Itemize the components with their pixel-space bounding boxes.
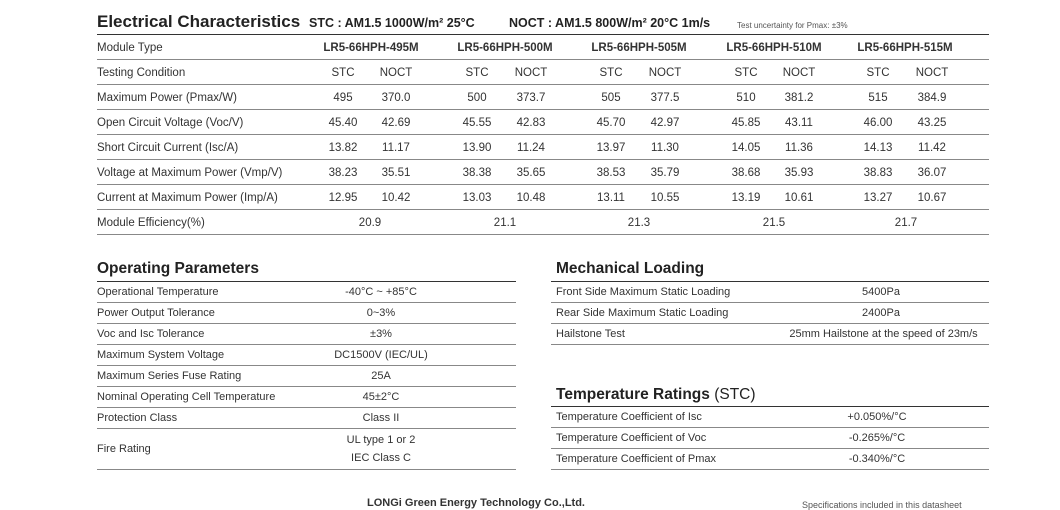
row-label: Maximum System Voltage xyxy=(97,349,225,361)
noct-header: NOCT xyxy=(915,67,949,79)
row-label: Temperature Coefficient of Pmax xyxy=(556,453,716,465)
value-cell: 45.85 xyxy=(731,117,761,129)
value-cell: 36.07 xyxy=(917,167,947,179)
row-label: Temperature Coefficient of Voc xyxy=(556,432,707,444)
fire-rating-row xyxy=(97,429,516,470)
row-value: 0~3% xyxy=(366,307,396,319)
efficiency-value: 21.1 xyxy=(493,217,517,229)
value-cell: 370.0 xyxy=(381,92,411,104)
value-cell: 12.95 xyxy=(328,192,358,204)
row-label: Power Output Tolerance xyxy=(97,307,215,319)
row-label: Temperature Coefficient of Isc xyxy=(556,411,702,423)
row-label: Hailstone Test xyxy=(556,328,625,340)
value-cell: 14.05 xyxy=(731,142,761,154)
module-type-row xyxy=(97,35,989,60)
operating-title: Operating Parameters xyxy=(97,260,259,277)
row-value: UL type 1 or 2 xyxy=(346,434,416,446)
row-label: Fire Rating xyxy=(97,443,151,455)
value-cell: 45.55 xyxy=(462,117,492,129)
value-cell: 10.55 xyxy=(650,192,680,204)
value-cell: 38.68 xyxy=(731,167,761,179)
value-cell: 43.11 xyxy=(785,117,813,129)
value-cell: 13.19 xyxy=(731,192,761,204)
mechanical-title: Mechanical Loading xyxy=(556,260,705,277)
row-value: ±3% xyxy=(370,328,392,340)
imp-row xyxy=(97,185,989,210)
max-power-row xyxy=(97,85,989,110)
row-label: Nominal Operating Cell Temperature xyxy=(97,391,276,403)
model-name: LR5-66HPH-515M xyxy=(857,42,953,54)
row-value: -0.340%/°C xyxy=(848,453,906,465)
stc-header: STC xyxy=(599,67,623,79)
model-name: LR5-66HPH-505M xyxy=(591,42,687,54)
vmp-row xyxy=(97,160,989,185)
row-label: Voc and Isc Tolerance xyxy=(97,328,205,340)
value-cell: 384.9 xyxy=(917,92,947,104)
row-label: Operational Temperature xyxy=(97,286,219,298)
value-cell: 377.5 xyxy=(650,92,680,104)
operating-row xyxy=(97,303,516,324)
temperature-row xyxy=(551,428,989,449)
value-cell: 11.17 xyxy=(382,142,410,154)
mechanical-row xyxy=(551,282,989,303)
value-cell: 13.97 xyxy=(596,142,626,154)
noct-header: NOCT xyxy=(648,67,682,79)
value-cell: 13.11 xyxy=(597,192,625,204)
value-cell: 515 xyxy=(868,92,888,104)
footer-note: Specifications included in this datasheet xyxy=(802,500,962,510)
value-cell: 46.00 xyxy=(863,117,893,129)
value-cell: 38.23 xyxy=(328,167,358,179)
operating-row xyxy=(97,345,516,366)
value-cell: 10.48 xyxy=(516,192,546,204)
row-value: 25mm Hailstone at the speed of 23m/s xyxy=(789,328,978,340)
value-cell: 45.40 xyxy=(328,117,358,129)
efficiency-value: 21.5 xyxy=(762,217,786,229)
value-cell: 373.7 xyxy=(516,92,546,104)
efficiency-label: Module Efficiency(%) xyxy=(97,217,205,229)
efficiency-value: 21.3 xyxy=(627,217,651,229)
value-cell: 13.03 xyxy=(462,192,492,204)
value-cell: 11.30 xyxy=(651,142,679,154)
uncertainty-note: Test uncertainty for Pmax: ±3% xyxy=(737,21,848,30)
row-label: Current at Maximum Power (Imp/A) xyxy=(97,192,278,204)
row-value: IEC Class C xyxy=(351,452,411,464)
row-value: -40°C ~ +85°C xyxy=(345,286,417,298)
value-cell: 381.2 xyxy=(784,92,814,104)
value-cell: 43.25 xyxy=(917,117,947,129)
value-cell: 13.27 xyxy=(863,192,893,204)
efficiency-row xyxy=(97,210,989,235)
value-cell: 42.83 xyxy=(516,117,546,129)
value-cell: 14.13 xyxy=(863,142,893,154)
value-cell: 42.97 xyxy=(650,117,680,129)
model-name: LR5-66HPH-495M xyxy=(323,42,419,54)
value-cell: 13.82 xyxy=(328,142,358,154)
row-label: Protection Class xyxy=(97,412,178,424)
row-label: Front Side Maximum Static Loading xyxy=(556,286,731,298)
value-cell: 35.93 xyxy=(784,167,814,179)
module-type-label: Module Type xyxy=(97,42,163,54)
stc-header: STC xyxy=(734,67,758,79)
value-cell: 42.69 xyxy=(381,117,411,129)
stc-condition: STC : AM1.5 1000W/m² 25°C xyxy=(309,16,475,30)
row-label: Open Circuit Voltage (Voc/V) xyxy=(97,117,244,129)
row-label: Voltage at Maximum Power (Vmp/V) xyxy=(97,167,283,179)
value-cell: 11.24 xyxy=(517,142,545,154)
value-cell: 38.38 xyxy=(462,167,492,179)
value-cell: 38.83 xyxy=(863,167,893,179)
footer-company: LONGi Green Energy Technology Co.,Ltd. xyxy=(367,497,585,509)
value-cell: 45.70 xyxy=(596,117,626,129)
row-label: Short Circuit Current (Isc/A) xyxy=(97,142,239,154)
noct-header: NOCT xyxy=(514,67,548,79)
value-cell: 35.65 xyxy=(516,167,546,179)
mechanical-row xyxy=(551,324,989,345)
model-name: LR5-66HPH-500M xyxy=(457,42,553,54)
temperature-title-suffix: (STC) xyxy=(709,386,756,403)
value-cell: 10.42 xyxy=(381,192,411,204)
row-label: Rear Side Maximum Static Loading xyxy=(556,307,729,319)
row-value: Class II xyxy=(362,412,400,424)
value-cell: 11.36 xyxy=(785,142,813,154)
row-value: 2400Pa xyxy=(862,307,900,319)
row-value: DC1500V (IEC/UL) xyxy=(334,349,428,361)
stc-header: STC xyxy=(866,67,890,79)
electrical-title: Electrical Characteristics xyxy=(97,12,301,31)
operating-row xyxy=(97,282,516,303)
operating-row xyxy=(97,324,516,345)
efficiency-value: 20.9 xyxy=(358,217,382,229)
row-value: 45±2°C xyxy=(362,391,400,403)
row-value: -0.265%/°C xyxy=(848,432,906,444)
row-label: Maximum Power (Pmax/W) xyxy=(97,92,237,104)
value-cell: 10.61 xyxy=(784,192,814,204)
row-value: 5400Pa xyxy=(862,286,900,298)
operating-row xyxy=(97,366,516,387)
voc-row xyxy=(97,110,989,135)
isc-row xyxy=(97,135,989,160)
testing-condition-row xyxy=(97,60,989,85)
value-cell: 10.67 xyxy=(917,192,947,204)
value-cell: 505 xyxy=(601,92,621,104)
value-cell: 11.42 xyxy=(918,142,946,154)
value-cell: 13.90 xyxy=(462,142,492,154)
mechanical-row xyxy=(551,303,989,324)
value-cell: 35.51 xyxy=(381,167,411,179)
value-cell: 35.79 xyxy=(650,167,680,179)
temperature-title xyxy=(556,386,756,404)
stc-header: STC xyxy=(465,67,489,79)
value-cell: 38.53 xyxy=(596,167,626,179)
temperature-row xyxy=(551,449,989,470)
row-label: Maximum Series Fuse Rating xyxy=(97,370,242,382)
model-name: LR5-66HPH-510M xyxy=(726,42,822,54)
efficiency-value: 21.7 xyxy=(894,217,918,229)
operating-row xyxy=(97,387,516,408)
value-cell: 500 xyxy=(467,92,487,104)
value-cell: 510 xyxy=(736,92,756,104)
electrical-header xyxy=(97,12,989,35)
operating-row xyxy=(97,408,516,429)
value-cell: 495 xyxy=(333,92,353,104)
temperature-title-main: Temperature Ratings xyxy=(556,386,710,403)
row-value: 25A xyxy=(371,370,391,382)
testing-condition-label: Testing Condition xyxy=(97,67,186,79)
noct-header: NOCT xyxy=(782,67,816,79)
row-value: +0.050%/°C xyxy=(847,411,907,423)
stc-header: STC xyxy=(331,67,355,79)
temperature-row xyxy=(551,407,989,428)
noct-condition: NOCT : AM1.5 800W/m² 20°C 1m/s xyxy=(509,16,711,30)
noct-header: NOCT xyxy=(379,67,413,79)
